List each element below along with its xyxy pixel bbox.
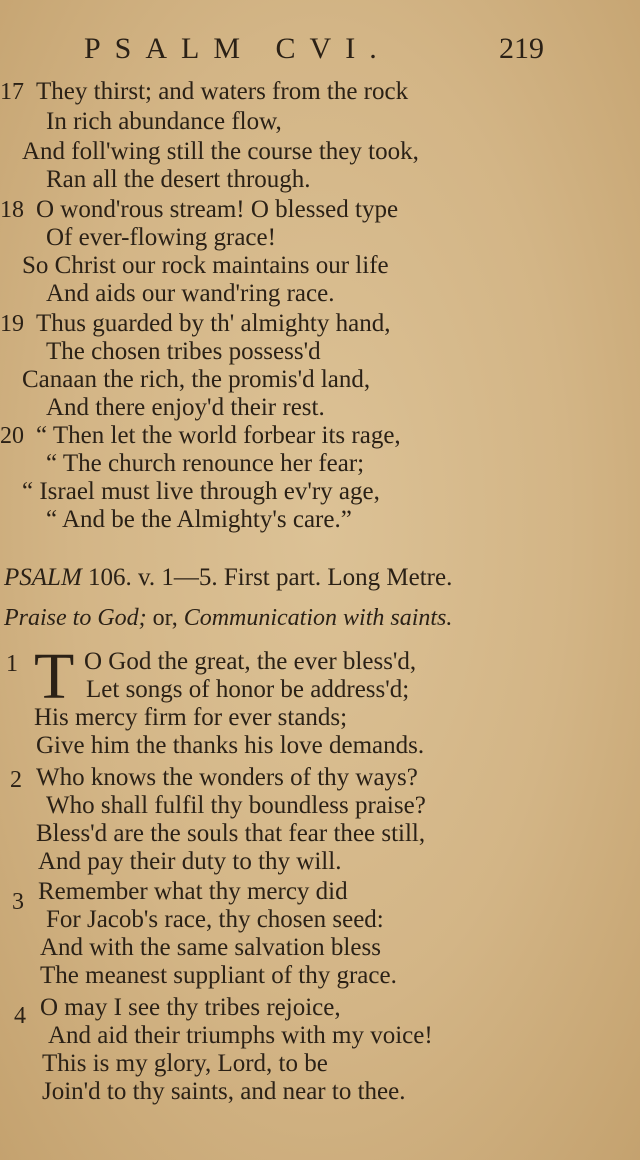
heading-reference: 106. v. 1—5. First part. Long Metre. <box>88 564 453 591</box>
verse-line: In rich abundance flow, <box>46 108 282 135</box>
verse-line: And aids our wand'ring race. <box>46 280 335 307</box>
verse-line: They thirst; and waters from the rock <box>36 78 409 105</box>
verse-number: 19 <box>0 311 24 337</box>
verse-line: This is my glory, Lord, to be <box>42 1050 328 1077</box>
verse-line: O God the great, the ever bless'd, <box>84 648 417 675</box>
verse-line: His mercy firm for ever stands; <box>34 704 348 731</box>
verse-line: Ran all the desert through. <box>46 166 311 193</box>
subtitle-communication: Communication with saints. <box>183 605 453 631</box>
section-subtitle <box>4 604 452 632</box>
verse-line: So Christ our rock maintains our life <box>22 252 389 279</box>
running-header: PSALM CVI. <box>84 32 391 65</box>
subtitle-or: or, <box>152 605 178 631</box>
verse-line: “ Israel must live through ev'ry age, <box>22 478 380 505</box>
verse-number: 17 <box>0 79 24 105</box>
verse-line: “ And be the Almighty's care.” <box>46 506 352 533</box>
verse-line: Who knows the wonders of thy ways? <box>36 764 418 791</box>
drop-cap: T <box>34 640 75 713</box>
verse-line: O may I see thy tribes rejoice, <box>40 994 341 1021</box>
verse-line: Let songs of honor be address'd; <box>86 676 410 703</box>
verse-line: “ The church renounce her fear; <box>46 450 365 477</box>
verse-line: And aid their triumphs with my voice! <box>48 1022 433 1049</box>
verse-line: O wond'rous stream! O blessed type <box>36 196 399 223</box>
verse-line: For Jacob's race, thy chosen seed: <box>46 906 384 933</box>
verse-number: 4 <box>14 1003 26 1029</box>
verse-line: Bless'd are the souls that fear thee still, <box>36 820 426 847</box>
verse-line: “ Then let the world forbear its rage, <box>36 422 401 449</box>
verse-number: 3 <box>12 889 24 915</box>
verse-number: 18 <box>0 197 24 223</box>
verse-line: And there enjoy'd their rest. <box>46 394 325 421</box>
page-number: 219 <box>499 32 544 65</box>
verse-line: And with the same salvation bless <box>40 934 381 961</box>
heading-psalm: PSALM <box>4 564 82 591</box>
verse-number: 2 <box>10 767 22 793</box>
verse-line: Of ever-flowing grace! <box>46 224 276 251</box>
verse-line: Thus guarded by th' almighty hand, <box>36 310 391 337</box>
verse-line: Remember what thy mercy did <box>38 878 348 905</box>
verse-line: Canaan the rich, the promis'd land, <box>22 366 371 393</box>
verse-line: Join'd to thy saints, and near to thee. <box>42 1078 406 1105</box>
verse-line: The meanest suppliant of thy grace. <box>40 962 397 989</box>
verse-line: The chosen tribes possess'd <box>46 338 321 365</box>
verse-number: 20 <box>0 423 24 449</box>
verse-line: Give him the thanks his love demands. <box>36 732 425 759</box>
verse-line: And foll'wing still the course they took, <box>22 138 419 165</box>
verse-number: 1 <box>6 651 18 677</box>
verse-line: Who shall fulfil thy boundless praise? <box>46 792 426 819</box>
subtitle-praise: Praise to God; <box>4 605 147 631</box>
section-heading <box>4 564 452 592</box>
verse-line: And pay their duty to thy will. <box>38 848 342 875</box>
